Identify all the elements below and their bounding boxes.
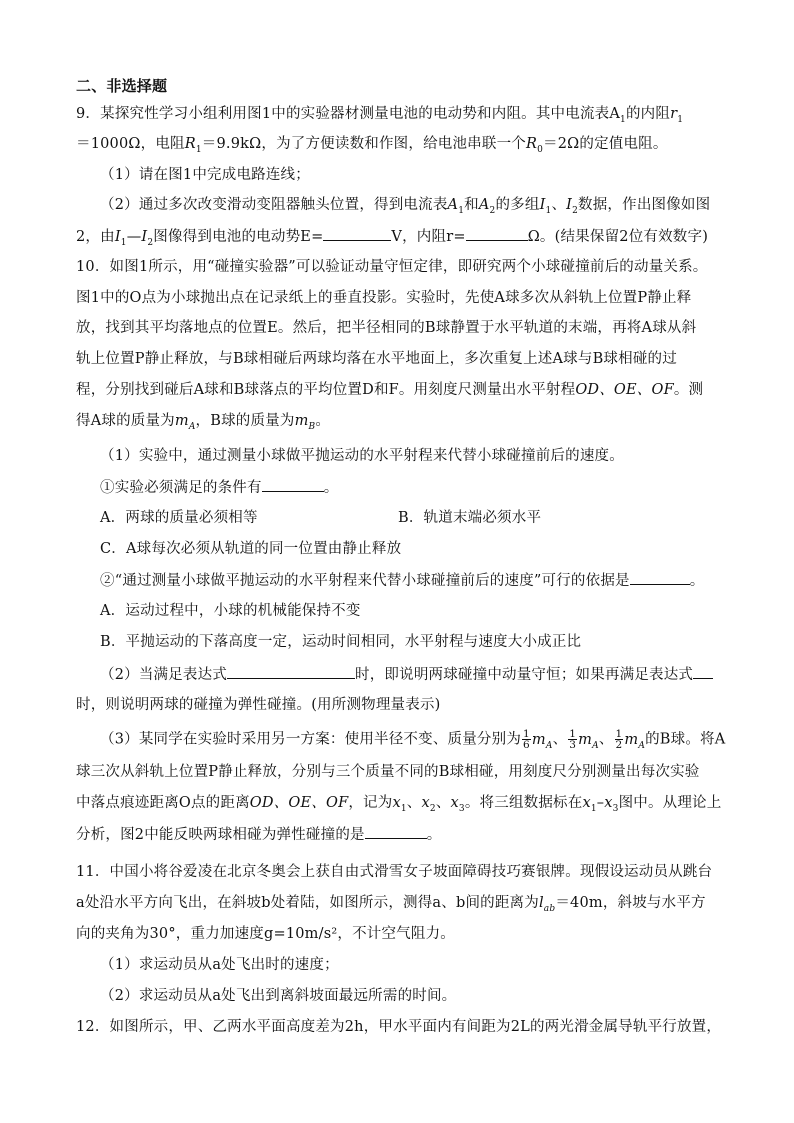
q10-text: 的B球。将A — [645, 731, 726, 748]
fraction — [522, 729, 531, 750]
q10-line-1: 10．如图1所示，用“碰撞实验器”可以验证动量守恒定律，即研究两个小球碰撞前后的动量关系。 — [76, 259, 708, 275]
q12-line-1: 12．如图所示，甲、乙两水平面高度差为2h，甲水平面内有间距为2L的两光滑金属导轨平行放置， — [76, 1019, 722, 1035]
q10-option-a2: A．运动过程中，小球的机械能保持不变 — [100, 603, 361, 619]
q11-text: ＝40m，斜坡与水平方 — [555, 895, 706, 911]
answer-blank[interactable] — [323, 226, 391, 241]
answer-blank[interactable] — [693, 664, 713, 679]
q10-text: （3）某同学在实验时采用另一方案：使用半径不变、质量分别为 — [100, 731, 522, 748]
q10-text: 、 — [598, 731, 614, 748]
q10-part-2-line-2: 时，则说明两球的碰撞为弹性碰撞。(用所测物理量表示) — [76, 697, 441, 713]
q10-line-6: 得A球的质量为$m_A$，B球的质量为$m_B$。 — [76, 413, 331, 432]
q9-text: V，内阻r= — [391, 229, 466, 245]
q10-math: m — [174, 413, 189, 429]
q10-option-c: C．A球每次必须从轨道的同一位置由静止释放 — [100, 541, 402, 557]
q9-text: 9．某探究性学习小组利用图1中的实验器材测量电池的电动势和内阻。其中电流表A — [76, 106, 621, 122]
q10-text: 。 — [689, 573, 705, 589]
q10-math: OD、OE、OF — [575, 382, 674, 398]
q9-text: 图像得到电池的电动势E= — [153, 229, 324, 245]
q10-math: OD、OE、OF — [249, 795, 349, 811]
q10-part-3-line-4 — [76, 824, 726, 845]
q10-line-3: 放，找到其平均落地点的位置E。然后，把半径相同的B球静置于水平轨道的末端，再将A球从斜 — [76, 320, 697, 336]
q9-part-1: （1）请在图1中完成电路连线； — [100, 167, 310, 183]
q9-text: ＝2Ω的定值电阻。 — [543, 136, 668, 152]
q9-text: 数据，作出图像如图 — [578, 197, 711, 213]
answer-blank[interactable] — [466, 226, 528, 241]
q11-text: a处沿水平方向飞出，在斜坡b处着陆，如图所示，测得a、b间的距离为 — [76, 895, 539, 911]
q10-option-b: B．轨道末端必须水平 — [398, 510, 542, 526]
q9-line-2: ＝1000Ω，电阻$R_1=9.9k\Omega$，为了方便读数和作图，给电池串联一个$R_0=2\Omega$的定值电阻。 — [76, 136, 668, 155]
q10-option-a: A．两球的质量必须相等 — [100, 510, 258, 526]
q9-text: 2，由 — [76, 229, 115, 245]
q10-text: 图中。从理论上 — [618, 795, 722, 811]
q9-text: ＝1000Ω，电阻 — [76, 136, 185, 152]
fraction — [615, 729, 624, 750]
q10-line-4: 轨上位置P静止释放，与B球相碰后两球均落在水平地面上，多次重复上述A球与B球相碰的过 — [76, 351, 677, 367]
q9-part-2-line-2: 2，由$I_1—I_2$图像得到电池的电动势E= V，内阻r= Ω。(结果保留2位有效数字) — [76, 226, 726, 247]
fraction-denominator: 3 — [569, 739, 577, 751]
q9-part-2-line-1: （2）通过多次改变滑动变阻器触头位置，得到电流表$A_1$和$A_2$的多组$I_1$、$I_2$数据，作出图像如图 — [100, 197, 711, 216]
answer-blank[interactable] — [262, 477, 324, 492]
q10-part-2-line-1 — [100, 664, 750, 685]
q10-text: 。将三组数据标在 — [464, 795, 583, 811]
q11-line-3: 向的夹角为30°，重力加速度g=10m/s²，不计空气阻力。 — [76, 926, 455, 942]
fraction — [568, 729, 577, 750]
answer-blank[interactable] — [227, 664, 355, 679]
q10-text: 中落点痕迹距离O点的距离 — [76, 795, 250, 811]
q10-part-1-1 — [100, 477, 750, 498]
fraction-numerator: 1 — [523, 728, 530, 740]
q11-part-2: （2）求运动员从a处飞出到离斜坡面最远所需的时间。 — [100, 988, 457, 1004]
answer-blank[interactable] — [630, 570, 690, 585]
q10-line-5 — [76, 380, 726, 400]
q11-part-1: （1）求运动员从a处飞出时的速度； — [100, 957, 339, 973]
q9-text: ＝9.9kΩ，为了方便读数和作图，给电池串联一个 — [201, 136, 526, 152]
fraction-numerator: 1 — [615, 728, 623, 740]
q11-line-1: 11．中国小将谷爱凌在北京冬奥会上获自由式滑雪女子坡面障碍技巧赛银牌。现假设运动员从跳台 — [76, 864, 713, 880]
q10-part-1-2 — [100, 570, 750, 591]
q10-line-2: 图1中的O点为小球抛出点在记录纸上的垂直投影。实验时，先使A球多次从斜轨上位置P静止释 — [76, 290, 692, 306]
q9-text: （2）通过多次改变滑动变阻器触头位置，得到电流表 — [100, 197, 448, 213]
q9-text: 的内阻 — [625, 106, 671, 122]
q10-text: 、 — [552, 731, 568, 748]
q10-text: ①实验必须满足的条件有 — [100, 480, 262, 496]
q10-text: ，记为 — [348, 795, 393, 811]
q10-part-3-line-3: 中落点痕迹距离O点的距离OD、OE、OF，记为$x_1$、$x_2$、$x_3$。将三组数据标在$x_1-x_3$图中。从理论上 — [76, 795, 722, 814]
q10-text: 程，分别找到碰后A球和B球落点的平均位置D和F。用刻度尺测量出水平射程 — [76, 382, 576, 398]
q10-text: ，B球的质量为 — [195, 413, 295, 429]
q10-math: m — [294, 413, 309, 429]
q9-text: Ω。(结果保留2位有效数字) — [527, 229, 709, 245]
q10-text: 分析，图2中能反映两球相碰为弹性碰撞的是 — [76, 827, 365, 843]
q10-part-3-line-1: （3）某同学在实验时采用另一方案：使用半径不变、质量分别为 $\frac{1}{6}$ $m_A$、 $\frac{1}{3}$ $m_A$、 $\frac{1}{2}$ $m_A$的B球。将A — [100, 728, 726, 751]
answer-blank[interactable] — [365, 824, 427, 839]
fraction-denominator: 6 — [523, 739, 530, 751]
q10-text: 得A球的质量为 — [76, 413, 175, 429]
q10-part-3-line-2: 球三次从斜轨上位置P静止释放，分别与三个质量不同的B球相碰，用刻度尺分别测量出每次实验 — [76, 764, 700, 780]
q9-text: 和 — [464, 197, 479, 213]
fraction-denominator: 2 — [615, 739, 623, 751]
q10-text: 时，即说明两球碰撞中动量守恒；如果再满足表达式 — [355, 667, 694, 683]
q10-text: 。 — [426, 827, 442, 843]
q10-text: （2）当满足表达式 — [100, 667, 228, 683]
q9-line-1: 9．某探究性学习小组利用图1中的实验器材测量电池的电动势和内阻。其中电流表$A_1$的内阻$r_1$ — [76, 106, 684, 125]
q10-part-1: （1）实验中，通过测量小球做平抛运动的水平射程来代替小球碰撞前后的速度。 — [100, 448, 624, 464]
q9-text: 的多组 — [495, 197, 540, 213]
q10-text: 。 — [323, 480, 339, 496]
fraction-numerator: 1 — [569, 728, 577, 740]
q10-text: ②“通过测量小球做平抛运动的水平射程来代替小球碰撞前后的速度”可行的依据是 — [100, 573, 630, 589]
q10-text: 。 — [315, 413, 331, 429]
section-title: 二、非选择题 — [76, 77, 168, 95]
q10-text: 。测 — [673, 382, 704, 398]
q11-line-2: a处沿水平方向飞出，在斜坡b处着陆，如图所示，测得a、b间的距离为$l_{ab}=40m$，斜坡与水平方 — [76, 895, 706, 914]
q10-option-b2: B．平抛运动的下落高度一定，运动时间相同，水平射程与速度大小成正比 — [100, 634, 582, 650]
